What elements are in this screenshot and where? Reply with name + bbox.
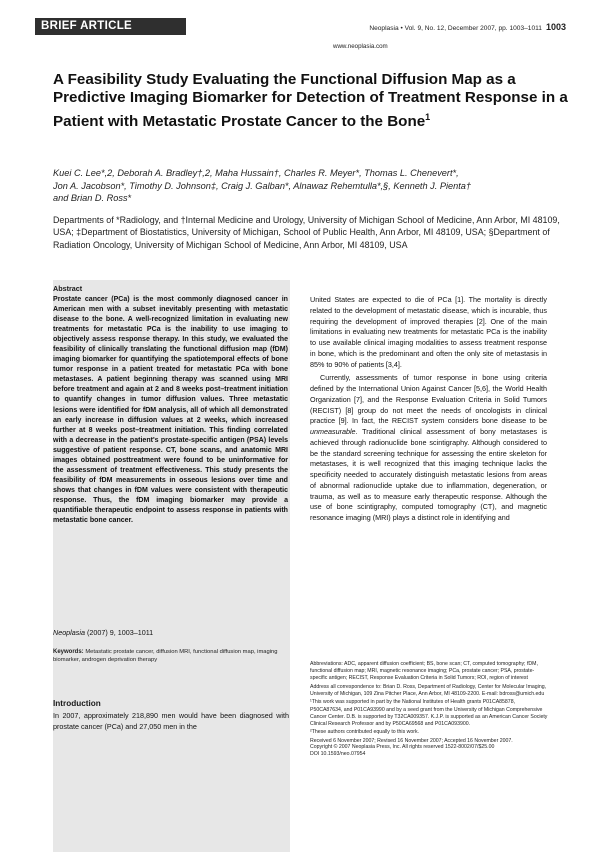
footnote-funding: ¹This work was supported in part by the National Institutes of Health grants P01CA85878, P50CA87634, and P01CA93990 and by a seed grant from the University of Michigan Comprehensive Cancer Center. D.B. is supported by T32CA009357. K.J.P. is supported as an American Cancer Society Clinical Research Professor and by P50CA69568 and P01CA093900. [310, 699, 548, 727]
introduction-heading: Introduction [53, 699, 101, 708]
footnotes [310, 661, 548, 747]
introduction-body: In 2007, approximately 218,890 men would have been diagnosed with prostate cancer (PCa) and 27,050 men in the [53, 711, 289, 731]
paragraph-2-end: . Traditional clinical assessment of bony metastases is achieved through radionuclide bone scintigraphy. Although considered to be the standard screening technique for assessing the entire skeleton for metastases, it is well recognized that this imaging technique lacks the specificity needed to accurately distinguish metastatic lesions from areas of abnormal radionuclide uptake due to inflammation, degeneration, or trauma, as well as to measure early therapeutic response. Although the use of bone scintigraphy, computed tomography (CT), and magnetic resonance imaging (MRI) plays a distinct role in identifying and [310, 427, 547, 522]
citation-details: (2007) 9, 1003–1011 [86, 628, 154, 637]
citation-journal: Neoplasia [53, 628, 85, 637]
right-column-text [310, 295, 547, 527]
article-type-badge: BRIEF ARTICLE [35, 18, 186, 35]
journal-website-link[interactable]: www.neoplasia.com [333, 43, 388, 50]
keywords-label: Keywords: [53, 649, 84, 655]
article-title [53, 71, 573, 131]
article-title-text: A Feasibility Study Evaluating the Functional Diffusion Map as a Predictive Imaging Biomarker for Detection of Treatment Response in a Patient with Metastatic Prostate Cancer to the Bone [53, 71, 568, 130]
paragraph-2-emphasis: unmeasurable [310, 427, 356, 436]
footnote-abbreviations: Abbreviations: ADC, apparent diffusion coefficient; BS, bone scan; CT, computed tomography; fDM, functional diffusion map; MRI, magnetic resonance imaging; PCa, prostate cancer; PSA, prostate-specific antigen; RECIST, Response Evaluation Criteria in Solid Tumors; ROI, region of interest [310, 661, 538, 682]
abstract-heading: Abstract [53, 284, 83, 293]
copyright-line: Copyright © 2007 Neoplasia Press, Inc. All rights reserved 1522-8002/07/$25.00 [310, 744, 495, 750]
paragraph-2-start: Currently, assessments of tumor response in bone using criteria defined by the International Union Against Cancer [5,6], the World Health Organization [7], and the Response Evaluation Criteria in Solid Tumors (RECIST) [8] group do not meet the needs of oncologists in clinical practice [9]. In fact, the RECIST system considers bone disease to be [310, 373, 547, 426]
copyright-block [310, 744, 548, 758]
footnote-dates: Received 6 November 2007; Revised 16 November 2007; Accepted 16 November 2007. [310, 737, 513, 744]
keywords [53, 649, 288, 665]
doi-line[interactable]: DOI 10.1593/neo.07954 [310, 751, 366, 758]
footnote-equal-contribution: ²These authors contributed equally to this work. [310, 729, 419, 736]
body-paragraph-2 [310, 373, 547, 524]
affiliations: Departments of *Radiology, and †Internal Medicine and Urology, University of Michigan School of Medicine, Ann Arbor, MI 48109, USA; ‡Department of Biostatistics, University of Michigan, School of Public Health, Ann Arbor, MI 48109, USA; §Department of Radiation Oncology, University of Michigan School of Medicine, Ann Arbor, MI 48109, USA [53, 215, 560, 250]
footnote-correspondence: Address all correspondence to: Brian D. Ross, Department of Radiology, Center for Molecular Imaging, University of Michigan, 109 Zina Pitcher Place, Ann Arbor, MI 48109-2200. E-mail: bdross@umich.edu [310, 683, 547, 697]
author-line-3: and Brian D. Ross* [53, 193, 132, 203]
abstract-citation [53, 628, 153, 637]
body-paragraph-1: United States are expected to die of PCa [1]. The mortality is directly related to the development of metastatic disease, which is incurable, thus requiring the development of improved therapies [2]. One of the main limitations in evaluating new treatments for metastatic PCa is the inability to use available clinical imaging modalities to assess treatment response in bone, which is the predominant and often the only site of metastasis in 85% to 90% of patients [3,4]. [310, 295, 547, 369]
author-line-2: Jon A. Jacobson*, Timothy D. Johnson‡, Craig J. Galban*, Alnawaz Rehemtulla*,§, Kenneth J. Pienta† [53, 180, 472, 191]
author-line-1: Kuei C. Lee*,2, Deborah A. Bradley†,2, Maha Hussain†, Charles R. Meyer*, Thomas L. Chenevert*, [53, 168, 459, 178]
keywords-text: Metastatic prostate cancer, diffusion MRI, functional diffusion map, imaging biomarker, androgen deprivation therapy [53, 649, 278, 663]
title-footnote-mark: 1 [425, 111, 431, 122]
journal-citation-line: Neoplasia • Vol. 9, No. 12, December 2007, pp. 1003–1011 [369, 25, 542, 32]
author-list [53, 167, 563, 205]
abstract-body: Prostate cancer (PCa) is the most commonly diagnosed cancer in American men with a subset inevitably presenting with metastatic disease to the bone. A well-recognized limitation in evaluating new treatments for metastatic PCa is the inability to use imaging to objectively assess response therapy. In this study, we evaluated the feasibility of clinically translating the functional diffusion map (fDM) imaging biomarker for quantifying the spatiotemporal effects of bone tumor response in a patient treated for metastatic PCa with bone metastases. A patient beginning therapy was scanned using MRI before treatment and again at 2 and 8 weeks post–treatment initiation to quantify changes in tumor diffusion values. Three metastatic lesions were identified for fDM analysis, all of which all demonstrated an early increase in diffusion values at 2 weeks, which increased further at 8 weeks post–treatment initiation. This finding correlated with a decrease in the patient's prostate-specific antigen (PSA) levels suggestive of patient response. CT, bone scans, and anatomic MRI images obtained posttreatment were found to be uninformative for the assessment of treatment effectiveness. This study presents the feasibility of fDM measurements in osseous lesions over time and shows that changes in fDM values were consistent with therapeutic response. Thus, the fDM imaging biomarker may provide a quantifiable therapeutic endpoint to assess response in patients with metastatic bone cancer. [53, 296, 288, 525]
journal-header [369, 22, 566, 32]
page-number: 1003 [545, 22, 566, 32]
